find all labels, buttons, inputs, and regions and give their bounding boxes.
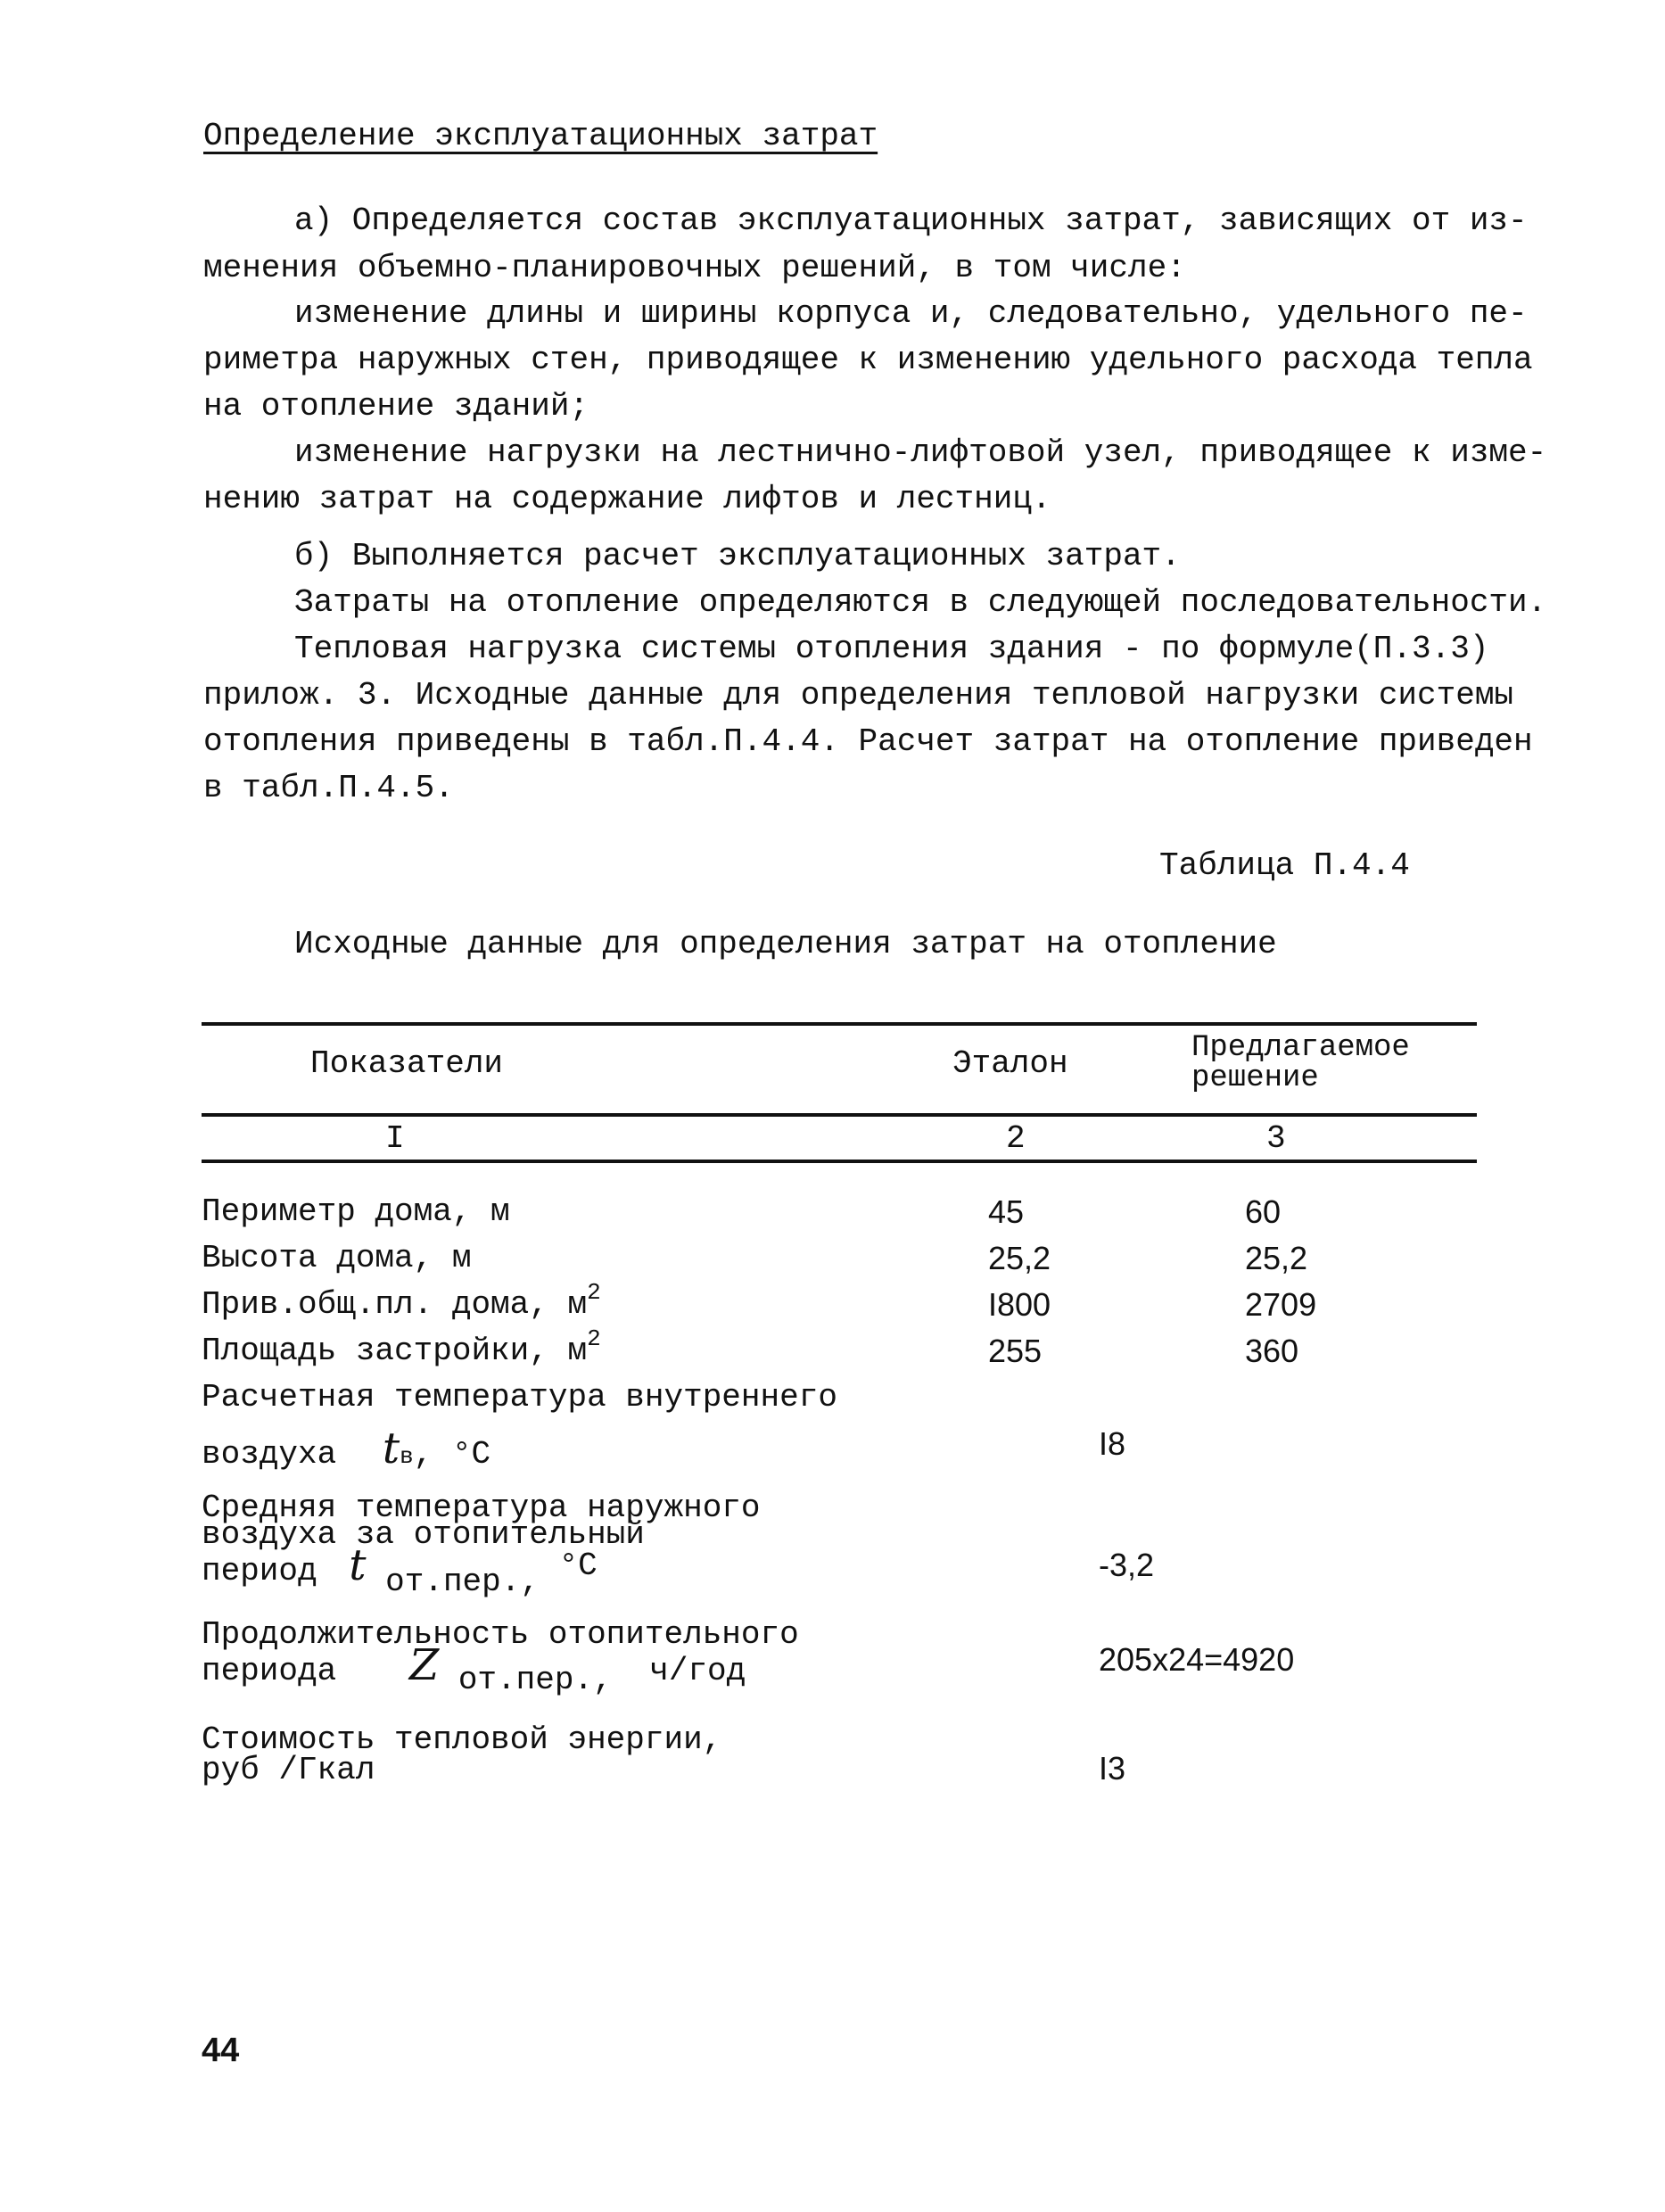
paragraph-d-line-1: б) Выполняется расчет эксплуатационных затрат. xyxy=(294,538,1181,574)
duration-subscript: от.пер., xyxy=(457,1662,613,1698)
outer-temp-subscript: от.пер., xyxy=(385,1564,540,1600)
header-proposed-line-2: решение xyxy=(1191,1061,1319,1095)
row-cost-value: I3 xyxy=(1099,1750,1126,1787)
header-indicators: Показатели xyxy=(310,1045,504,1082)
page-number: 44 xyxy=(202,2032,240,2069)
row-perimeter-label: Периметр дома, м xyxy=(202,1193,510,1230)
row-inner-temp-value: I8 xyxy=(1099,1425,1126,1462)
row-footprint-label-text: Площадь застройки, м xyxy=(202,1333,588,1369)
row-perimeter-proposed: 60 xyxy=(1245,1193,1282,1230)
row-inner-temp-air: воздуха xyxy=(202,1436,337,1473)
row-cost-line-2: руб /Гкал xyxy=(202,1752,375,1788)
row-area-label-text: Прив.общ.пл. дома, м xyxy=(202,1286,588,1323)
column-number-3: 3 xyxy=(1266,1120,1286,1157)
paragraph-b-line-1: изменение длины и ширины корпуса и, следовательно, удельного пе- xyxy=(294,295,1528,332)
row-duration-line-1: Продолжительность отопительного xyxy=(202,1616,799,1653)
row-inner-temp-line-1: Расчетная температура внутреннего xyxy=(202,1379,837,1416)
row-outer-temp-value: -3,2 xyxy=(1099,1547,1155,1583)
row-duration-line-2 xyxy=(202,1640,746,1698)
row-footprint-etalon: 255 xyxy=(988,1333,1043,1369)
row-perimeter-etalon: 45 xyxy=(988,1193,1025,1230)
row-outer-temp-line-3 xyxy=(202,1540,598,1600)
table-header-rule xyxy=(202,1113,1477,1117)
column-number-2: 2 xyxy=(1006,1120,1026,1157)
table-number: Таблица П.4.4 xyxy=(1159,847,1410,884)
row-footprint-proposed: 360 xyxy=(1245,1333,1299,1369)
row-area-label xyxy=(202,1279,601,1323)
row-area-proposed: 2709 xyxy=(1245,1286,1317,1323)
paragraph-f-line-3: отопления приведены в табл.П.4.4. Расчет затрат на отопление приведен xyxy=(203,723,1533,760)
paragraph-b-line-3: на отопление зданий; xyxy=(203,388,589,425)
row-inner-temp-line-2 xyxy=(202,1424,490,1473)
inner-temp-symbol: t xyxy=(382,1424,400,1473)
paragraph-e-line-1: Затраты на отопление определяются в следующей последовательности. xyxy=(294,584,1547,621)
row-height-proposed: 25,2 xyxy=(1245,1240,1308,1276)
outer-temp-unit: °С xyxy=(558,1548,598,1584)
row-area-superscript: 2 xyxy=(587,1279,601,1306)
row-duration-value: 205х24=4920 xyxy=(1099,1641,1295,1678)
row-height-etalon: 25,2 xyxy=(988,1240,1051,1276)
row-cost-line-1: Стоимость тепловой энергии, xyxy=(202,1721,722,1758)
paragraph-a-line-1: а) Определяется состав эксплуатационных затрат, зависящих от из- xyxy=(294,202,1528,239)
paragraph-b-line-2: риметра наружных стен, приводящее к изменению удельного расхода тепла xyxy=(203,342,1533,378)
paragraph-c-line-2: нению затрат на содержание лифтов и лестниц. xyxy=(203,481,1051,517)
row-footprint-superscript: 2 xyxy=(587,1325,601,1352)
table-top-rule xyxy=(202,1022,1477,1026)
table-caption: Исходные данные для определения затрат на отопление xyxy=(294,926,1277,962)
row-outer-temp-line-2: воздуха за отопительный xyxy=(202,1516,645,1553)
duration-symbol: Z xyxy=(408,1640,440,1690)
paragraph-a-line-2: менения объемно-планировочных решений, в том числе: xyxy=(203,250,1186,286)
section-heading: Определение эксплуатационных затрат xyxy=(203,118,878,154)
column-number-1: I xyxy=(385,1120,405,1157)
paragraph-f-line-1: Тепловая нагрузка системы отопления здания - по формуле(П.3.3) xyxy=(294,631,1489,667)
row-outer-temp-period: период xyxy=(202,1553,317,1589)
duration-unit: ч/год xyxy=(649,1653,746,1689)
row-height-label: Высота дома, м xyxy=(202,1240,472,1276)
row-outer-temp-line-1: Средняя температура наружного xyxy=(202,1490,761,1526)
paragraph-f-line-2: прилож. 3. Исходные данные для определения тепловой нагрузки системы xyxy=(203,677,1514,714)
row-duration-period: периода xyxy=(202,1653,337,1689)
table-column-number-rule xyxy=(202,1160,1477,1163)
paragraph-f-line-4: в табл.П.4.5. xyxy=(203,770,454,806)
inner-temp-subscript: в xyxy=(400,1443,414,1470)
row-footprint-label xyxy=(202,1325,601,1369)
row-area-etalon: I800 xyxy=(988,1286,1051,1323)
paragraph-c-line-1: изменение нагрузки на лестнично-лифтовой узел, приводящее к изме- xyxy=(294,434,1547,471)
outer-temp-symbol: t xyxy=(349,1540,367,1590)
header-proposed-line-1: Предлагаемое xyxy=(1191,1031,1410,1065)
inner-temp-unit: , °С xyxy=(413,1436,491,1473)
header-etalon: Эталон xyxy=(952,1045,1068,1082)
